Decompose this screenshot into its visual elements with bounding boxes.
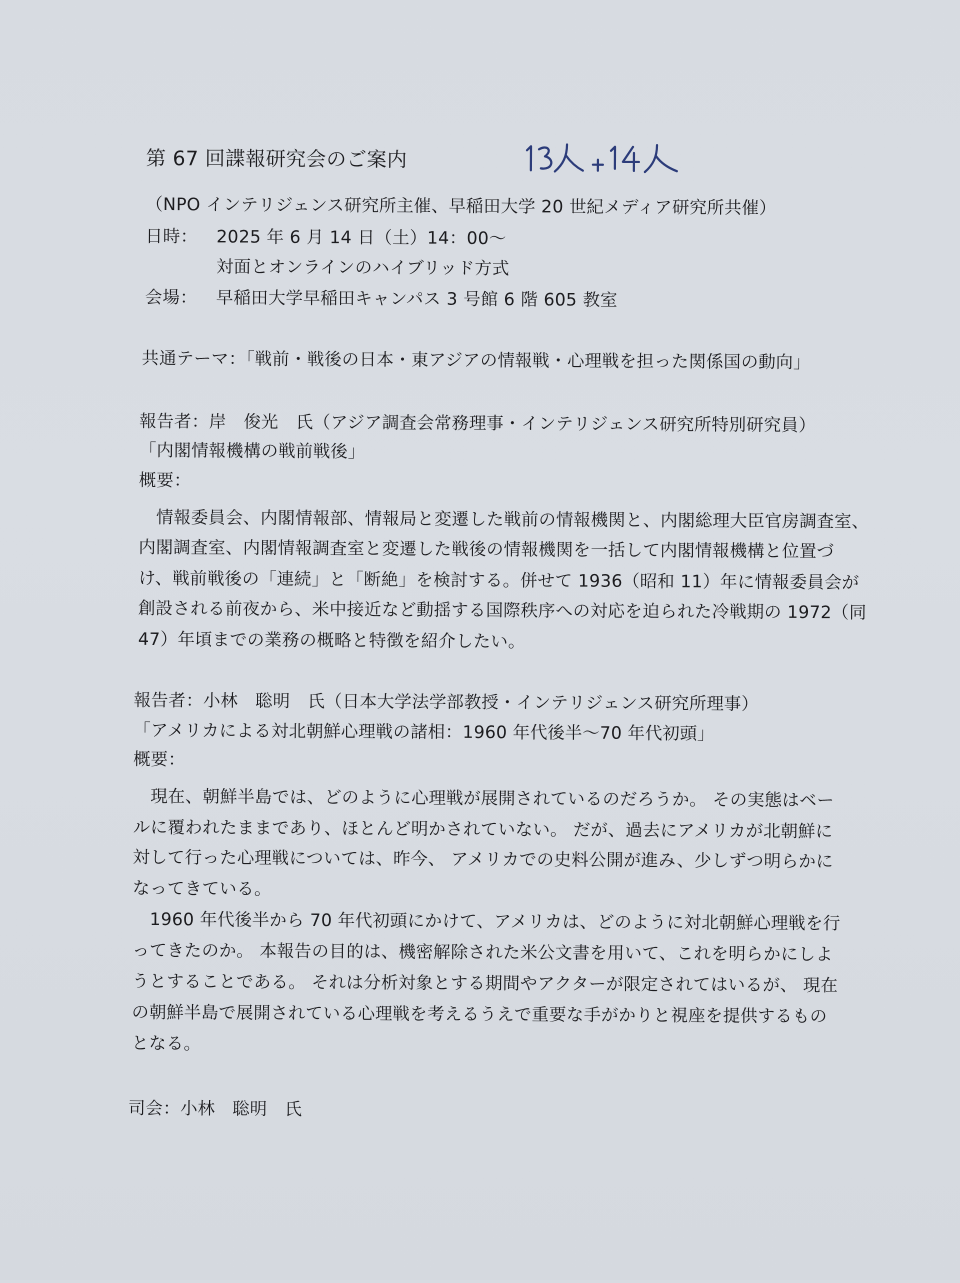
venue-label: 会場： [145,287,198,309]
speaker1-talk-title: 「内閣情報機構の戦前戦後」 [139,440,366,463]
speaker1-reporter: 報告者：岸 俊光 氏（アジア調査会常務理事・インテリジェンス研究所特別研究員） [139,411,816,437]
moderator-line: 司会：小林 聡明 氏 [128,1098,303,1120]
handwritten-note [523,140,713,191]
organizer-line: （NPO インテリジェンス研究所主催、早稲田大学 20 世紀メディア研究所共催） [145,194,777,219]
speaker2-summary-line: 1960 年代後半から 70 年代初頭にかけて、アメリカは、どのように対北朝鮮心理戦を行 [132,909,841,935]
venue-value: 早稲田大学早稲田キャンパス 3 号館 6 階 605 教室 [216,288,618,311]
speaker1-summary-line: 創設される前夜から、米中接近など動揺する国際秩序への対応を迫られた冷戦期の 1972（同 [138,598,867,624]
speaker1-summary-line: け、戦前戦後の「連続」と「断絶」を検討する。併せて 1936（昭和 11）年に情報委員会が [138,568,860,594]
speaker1-summary-line: 内閣調査室、内閣情報調査室と変遷した戦後の情報機関を一括して内閣情報機構と位置づ [138,537,835,563]
speaker2-summary-line: なってきている。 [132,878,272,900]
date-value: 2025 年 6 月 14 日（土）14：00～ [216,227,507,250]
speaker2-summary-line: ってきたのか。 本報告の目的は、機密解除された米公文書を用いて、これを明らかにしよ [132,940,833,966]
speaker2-summary-line: となる。 [131,1033,202,1055]
speaker1-summary-line: 情報委員会、内閣情報部、情報局と変遷した戦前の情報機関と、内閣総理大臣官房調査室、 [138,507,870,533]
speaker2-summary-line: ルに覆われたままであり、ほとんど明かされていない。 だが、過去にアメリカが北朝鮮に [132,817,833,843]
date-label: 日時： [145,226,198,248]
speaker2-summary-label: 概要： [133,749,186,771]
speaker2-summary-line: うとすることである。 それは分析対象とする期間やアクターが限定されてはいるが、 現在 [131,971,838,997]
speaker2-reporter: 報告者：小林 聡明 氏（日本大学法学部教授・インテリジェンス研究所理事） [133,690,759,715]
speaker2-talk-title: 「アメリカによる対北朝鮮心理戦の諸相：1960 年代後半～70 年代初頭」 [133,720,715,745]
common-theme: 共通テーマ：「戦前・戦後の日本・東アジアの情報戦・心理戦を担った関係国の動向」 [141,348,811,374]
format-value: 対面とオンラインのハイブリッド方式 [216,257,510,280]
speaker2-summary-line: 対して行った心理戦については、昨今、 アメリカでの史料公開が進み、少しずつ明らかに [132,847,834,873]
speaker1-summary-label: 概要： [138,470,192,492]
speaker2-summary-line: の朝鮮半島で展開されている心理戦を考えるうえで重要な手がかりと視座を提供するもの [131,1002,828,1028]
speaker2-summary-line: 現在、朝鮮半島では、どのように心理戦が展開されているのだろうか。 その実態はベー [132,786,835,812]
speaker1-summary-line: 47）年頃までの業務の概略と特徴を紹介したい。 [137,629,526,653]
page-title: 第 67 回諜報研究会のご案内 [145,145,408,172]
